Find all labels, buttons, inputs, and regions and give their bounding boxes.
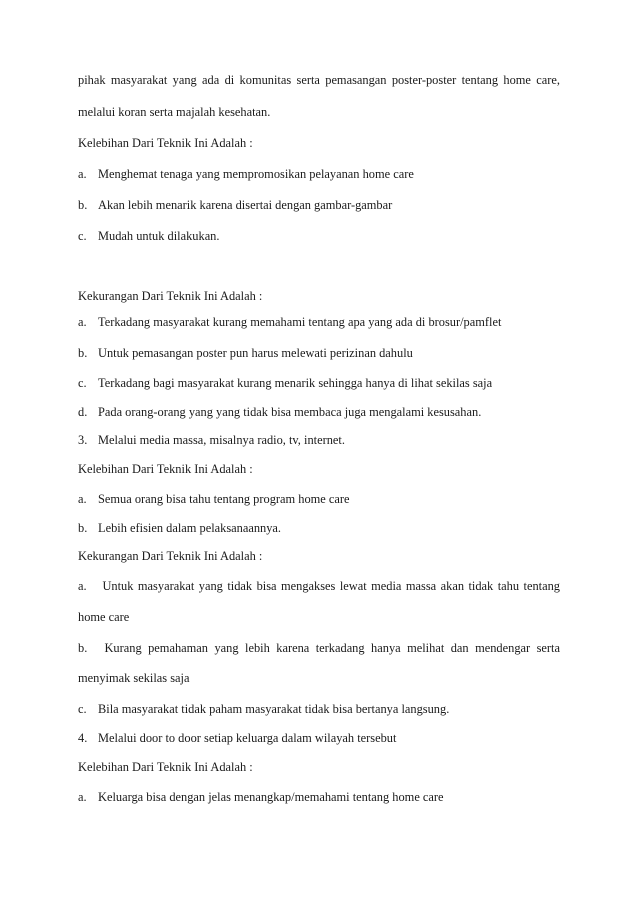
paragraph-line — [78, 609, 129, 625]
heading-text: Kekurangan Dari Teknik Ini Adalah : — [78, 549, 263, 563]
section-heading — [78, 135, 253, 151]
list-item — [78, 640, 560, 656]
list-marker: a. — [78, 167, 87, 181]
list-marker: a. — [78, 790, 87, 804]
list-item-text: Untuk masyarakat yang tidak bisa mengakses lewat media massa akan tidak tahu tentang — [102, 579, 560, 593]
list-item-text: Kurang pemahaman yang lebih karena terkadang hanya melihat dan mendengar serta — [104, 641, 560, 655]
list-item — [78, 166, 414, 182]
list-item — [78, 314, 501, 330]
list-item-text: Akan lebih menarik karena disertai dengan gambar-gambar — [98, 198, 393, 212]
list-item-text: Terkadang masyarakat kurang memahami tentang apa yang ada di brosur/pamflet — [98, 315, 502, 329]
heading-text: Kelebihan Dari Teknik Ini Adalah : — [78, 136, 253, 150]
list-item — [78, 197, 392, 213]
paragraph-line — [78, 72, 560, 88]
line-text: melalui koran serta majalah kesehatan. — [78, 105, 271, 119]
list-marker: a. — [78, 492, 87, 506]
list-item-text: Untuk pemasangan poster pun harus melewati perizinan dahulu — [98, 346, 413, 360]
list-item — [78, 520, 281, 536]
line-text: menyimak sekilas saja — [78, 671, 190, 685]
list-marker: d. — [78, 405, 88, 419]
list-item — [78, 491, 350, 507]
list-item — [78, 345, 413, 361]
section-heading — [78, 461, 253, 477]
list-item — [78, 228, 219, 244]
section-heading — [78, 288, 262, 304]
list-item-text: Lebih efisien dalam pelaksanaannya. — [98, 521, 282, 535]
list-item — [78, 701, 449, 717]
list-marker: c. — [78, 376, 87, 390]
numbered-item — [78, 432, 345, 448]
list-marker: b. — [78, 641, 88, 655]
list-marker: b. — [78, 521, 88, 535]
paragraph-line — [78, 670, 190, 686]
list-item-text: Mudah untuk dilakukan. — [98, 229, 220, 243]
list-marker: a. — [78, 315, 87, 329]
number-marker: 3. — [78, 433, 88, 447]
list-item — [78, 375, 492, 391]
list-marker: c. — [78, 229, 87, 243]
list-item-text: Keluarga bisa dengan jelas menangkap/memahami tentang home care — [98, 790, 444, 804]
numbered-item — [78, 730, 396, 746]
list-item — [78, 578, 560, 594]
heading-text: Kelebihan Dari Teknik Ini Adalah : — [78, 462, 253, 476]
list-marker: c. — [78, 702, 87, 716]
list-item-text: Semua orang bisa tahu tentang program home care — [98, 492, 350, 506]
line-text: pihak masyarakat yang ada di komunitas serta pemasangan poster-poster tentang home care, — [78, 73, 560, 87]
numbered-item-text: Melalui media massa, misalnya radio, tv, internet. — [98, 433, 345, 447]
list-item — [78, 404, 481, 420]
list-marker: b. — [78, 346, 88, 360]
number-marker: 4. — [78, 731, 88, 745]
list-item-text: Terkadang bagi masyarakat kurang menarik sehingga hanya di lihat sekilas saja — [98, 376, 493, 390]
list-item — [78, 789, 444, 805]
section-heading — [78, 548, 262, 564]
list-item-text: Bila masyarakat tidak paham masyarakat tidak bisa bertanya langsung. — [98, 702, 450, 716]
heading-text: Kelebihan Dari Teknik Ini Adalah : — [78, 760, 253, 774]
list-marker: b. — [78, 198, 88, 212]
numbered-item-text: Melalui door to door setiap keluarga dalam wilayah tersebut — [98, 731, 397, 745]
paragraph-line — [78, 104, 270, 120]
list-item-text: Menghemat tenaga yang mempromosikan pelayanan home care — [98, 167, 414, 181]
line-text: home care — [78, 610, 130, 624]
list-item-text: Pada orang-orang yang yang tidak bisa membaca juga mengalami kesusahan. — [98, 405, 482, 419]
list-marker: a. — [78, 579, 87, 593]
heading-text: Kekurangan Dari Teknik Ini Adalah : — [78, 289, 263, 303]
section-heading — [78, 759, 253, 775]
